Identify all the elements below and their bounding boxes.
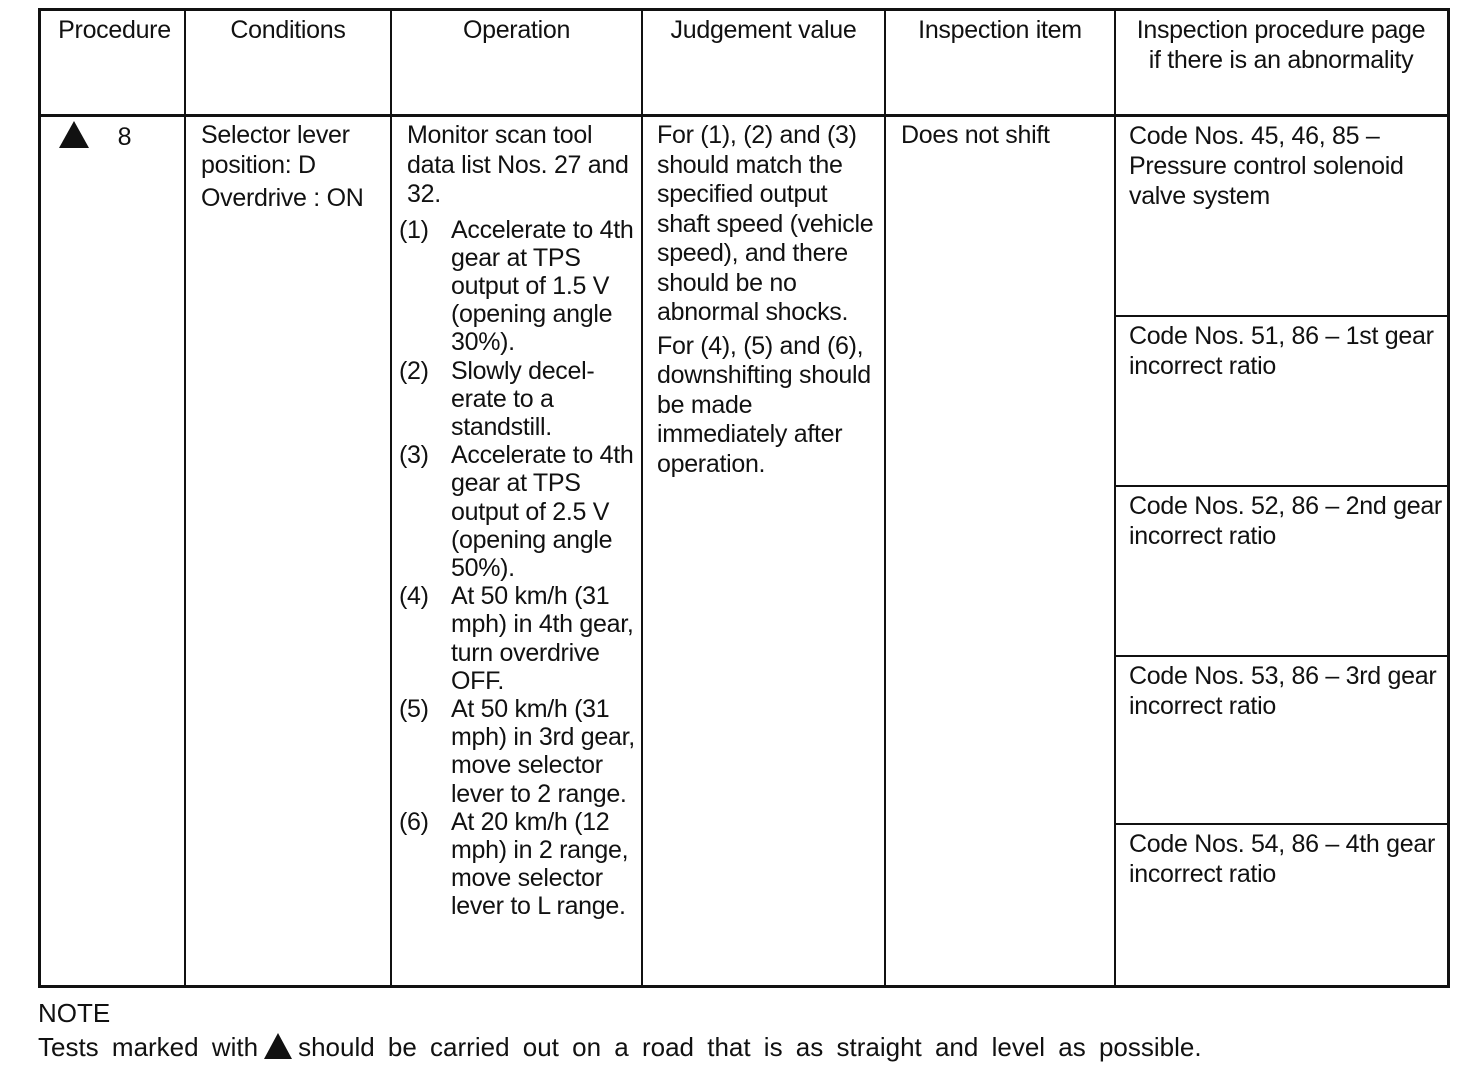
operation-cell bbox=[399, 121, 635, 921]
step-text: Accelerate to 4th gear at TPS output of 2.5 V (opening angle 50%). bbox=[451, 441, 634, 582]
note-title: NOTE bbox=[38, 998, 111, 1028]
row-divider bbox=[1114, 823, 1447, 825]
note-text-after: should be carried out on a road that is as straight and level as possible. bbox=[298, 1032, 1202, 1062]
column-divider bbox=[884, 11, 886, 985]
header-operation: Operation bbox=[462, 16, 571, 44]
step-text: Slowly decel-erate to a standstill. bbox=[451, 356, 595, 441]
inspection-item-cell: Does not shift bbox=[901, 121, 1050, 149]
operation-step bbox=[399, 808, 635, 921]
step-number: (6) bbox=[399, 807, 429, 836]
operation-step bbox=[399, 216, 635, 357]
step-text: At 20 km/h (12 mph) in 2 range, move selector lever to L range. bbox=[451, 807, 629, 921]
step-number: (3) bbox=[399, 441, 429, 470]
procedure-number: 8 bbox=[117, 123, 132, 151]
condition-selector-lever: Selector lever position: D bbox=[201, 121, 350, 179]
operation-step bbox=[399, 695, 635, 808]
inspection-page-cell: Code Nos. 53, 86 – 3rd gear incorrect ratio bbox=[1129, 662, 1437, 720]
operation-step bbox=[399, 357, 635, 442]
inspection-page-cell: Code Nos. 52, 86 – 2nd gear incorrect ratio bbox=[1129, 492, 1442, 550]
step-text: Accelerate to 4th gear at TPS output of 1.5 V (opening angle 30%). bbox=[451, 215, 634, 357]
header-divider bbox=[41, 114, 1447, 117]
step-number: (1) bbox=[399, 215, 429, 244]
triangle-icon bbox=[264, 1033, 292, 1059]
judgement-text-1: For (1), (2) and (3) should match the specified output shaft speed (vehicle speed), and there should be no abnormal shocks. bbox=[657, 121, 874, 326]
column-divider bbox=[390, 11, 392, 985]
column-divider bbox=[1114, 11, 1116, 985]
column-divider bbox=[184, 11, 186, 985]
step-number: (4) bbox=[399, 582, 429, 611]
step-number: (5) bbox=[399, 694, 429, 723]
procedure-cell bbox=[59, 121, 179, 153]
note-text bbox=[38, 1030, 1358, 1064]
conditions-cell bbox=[201, 121, 386, 214]
step-number: (2) bbox=[399, 356, 429, 385]
inspection-table bbox=[38, 8, 1450, 988]
inspection-page-cell: Code Nos. 51, 86 – 1st gear incorrect ratio bbox=[1129, 322, 1434, 380]
column-divider bbox=[641, 11, 643, 985]
header-inspection-procedure-page: Inspection procedure page if there is an abnormality bbox=[1136, 16, 1426, 74]
step-text: At 50 km/h (31 mph) in 3rd gear, move selector lever to 2 range. bbox=[451, 694, 635, 808]
row-divider bbox=[1114, 315, 1447, 317]
inspection-page-cell: Code Nos. 45, 46, 85 – Pressure control solenoid valve system bbox=[1129, 122, 1404, 210]
operation-step bbox=[399, 441, 635, 582]
judgement-text-2: For (4), (5) and (6), downshifting should be made immediately after operation. bbox=[657, 331, 871, 478]
row-divider bbox=[1114, 485, 1447, 487]
note-text-before: Tests marked with bbox=[38, 1032, 259, 1062]
triangle-icon bbox=[59, 121, 89, 148]
header-procedure: Procedure bbox=[58, 16, 171, 44]
step-text: At 50 km/h (31 mph) in 4th gear, turn overdrive OFF. bbox=[451, 582, 634, 695]
operation-step bbox=[399, 582, 635, 695]
operation-steps bbox=[399, 216, 635, 921]
condition-overdrive: Overdrive : ON bbox=[201, 184, 364, 212]
inspection-page-cell: Code Nos. 54, 86 – 4th gear incorrect ratio bbox=[1129, 830, 1435, 888]
judgement-cell bbox=[657, 121, 879, 479]
header-inspection-item: Inspection item bbox=[918, 16, 1082, 44]
header-conditions: Conditions bbox=[230, 16, 346, 44]
header-judgement-value: Judgement value bbox=[670, 16, 857, 44]
operation-intro: Monitor scan tool data list Nos. 27 and 32. bbox=[407, 121, 629, 208]
row-divider bbox=[1114, 655, 1447, 657]
